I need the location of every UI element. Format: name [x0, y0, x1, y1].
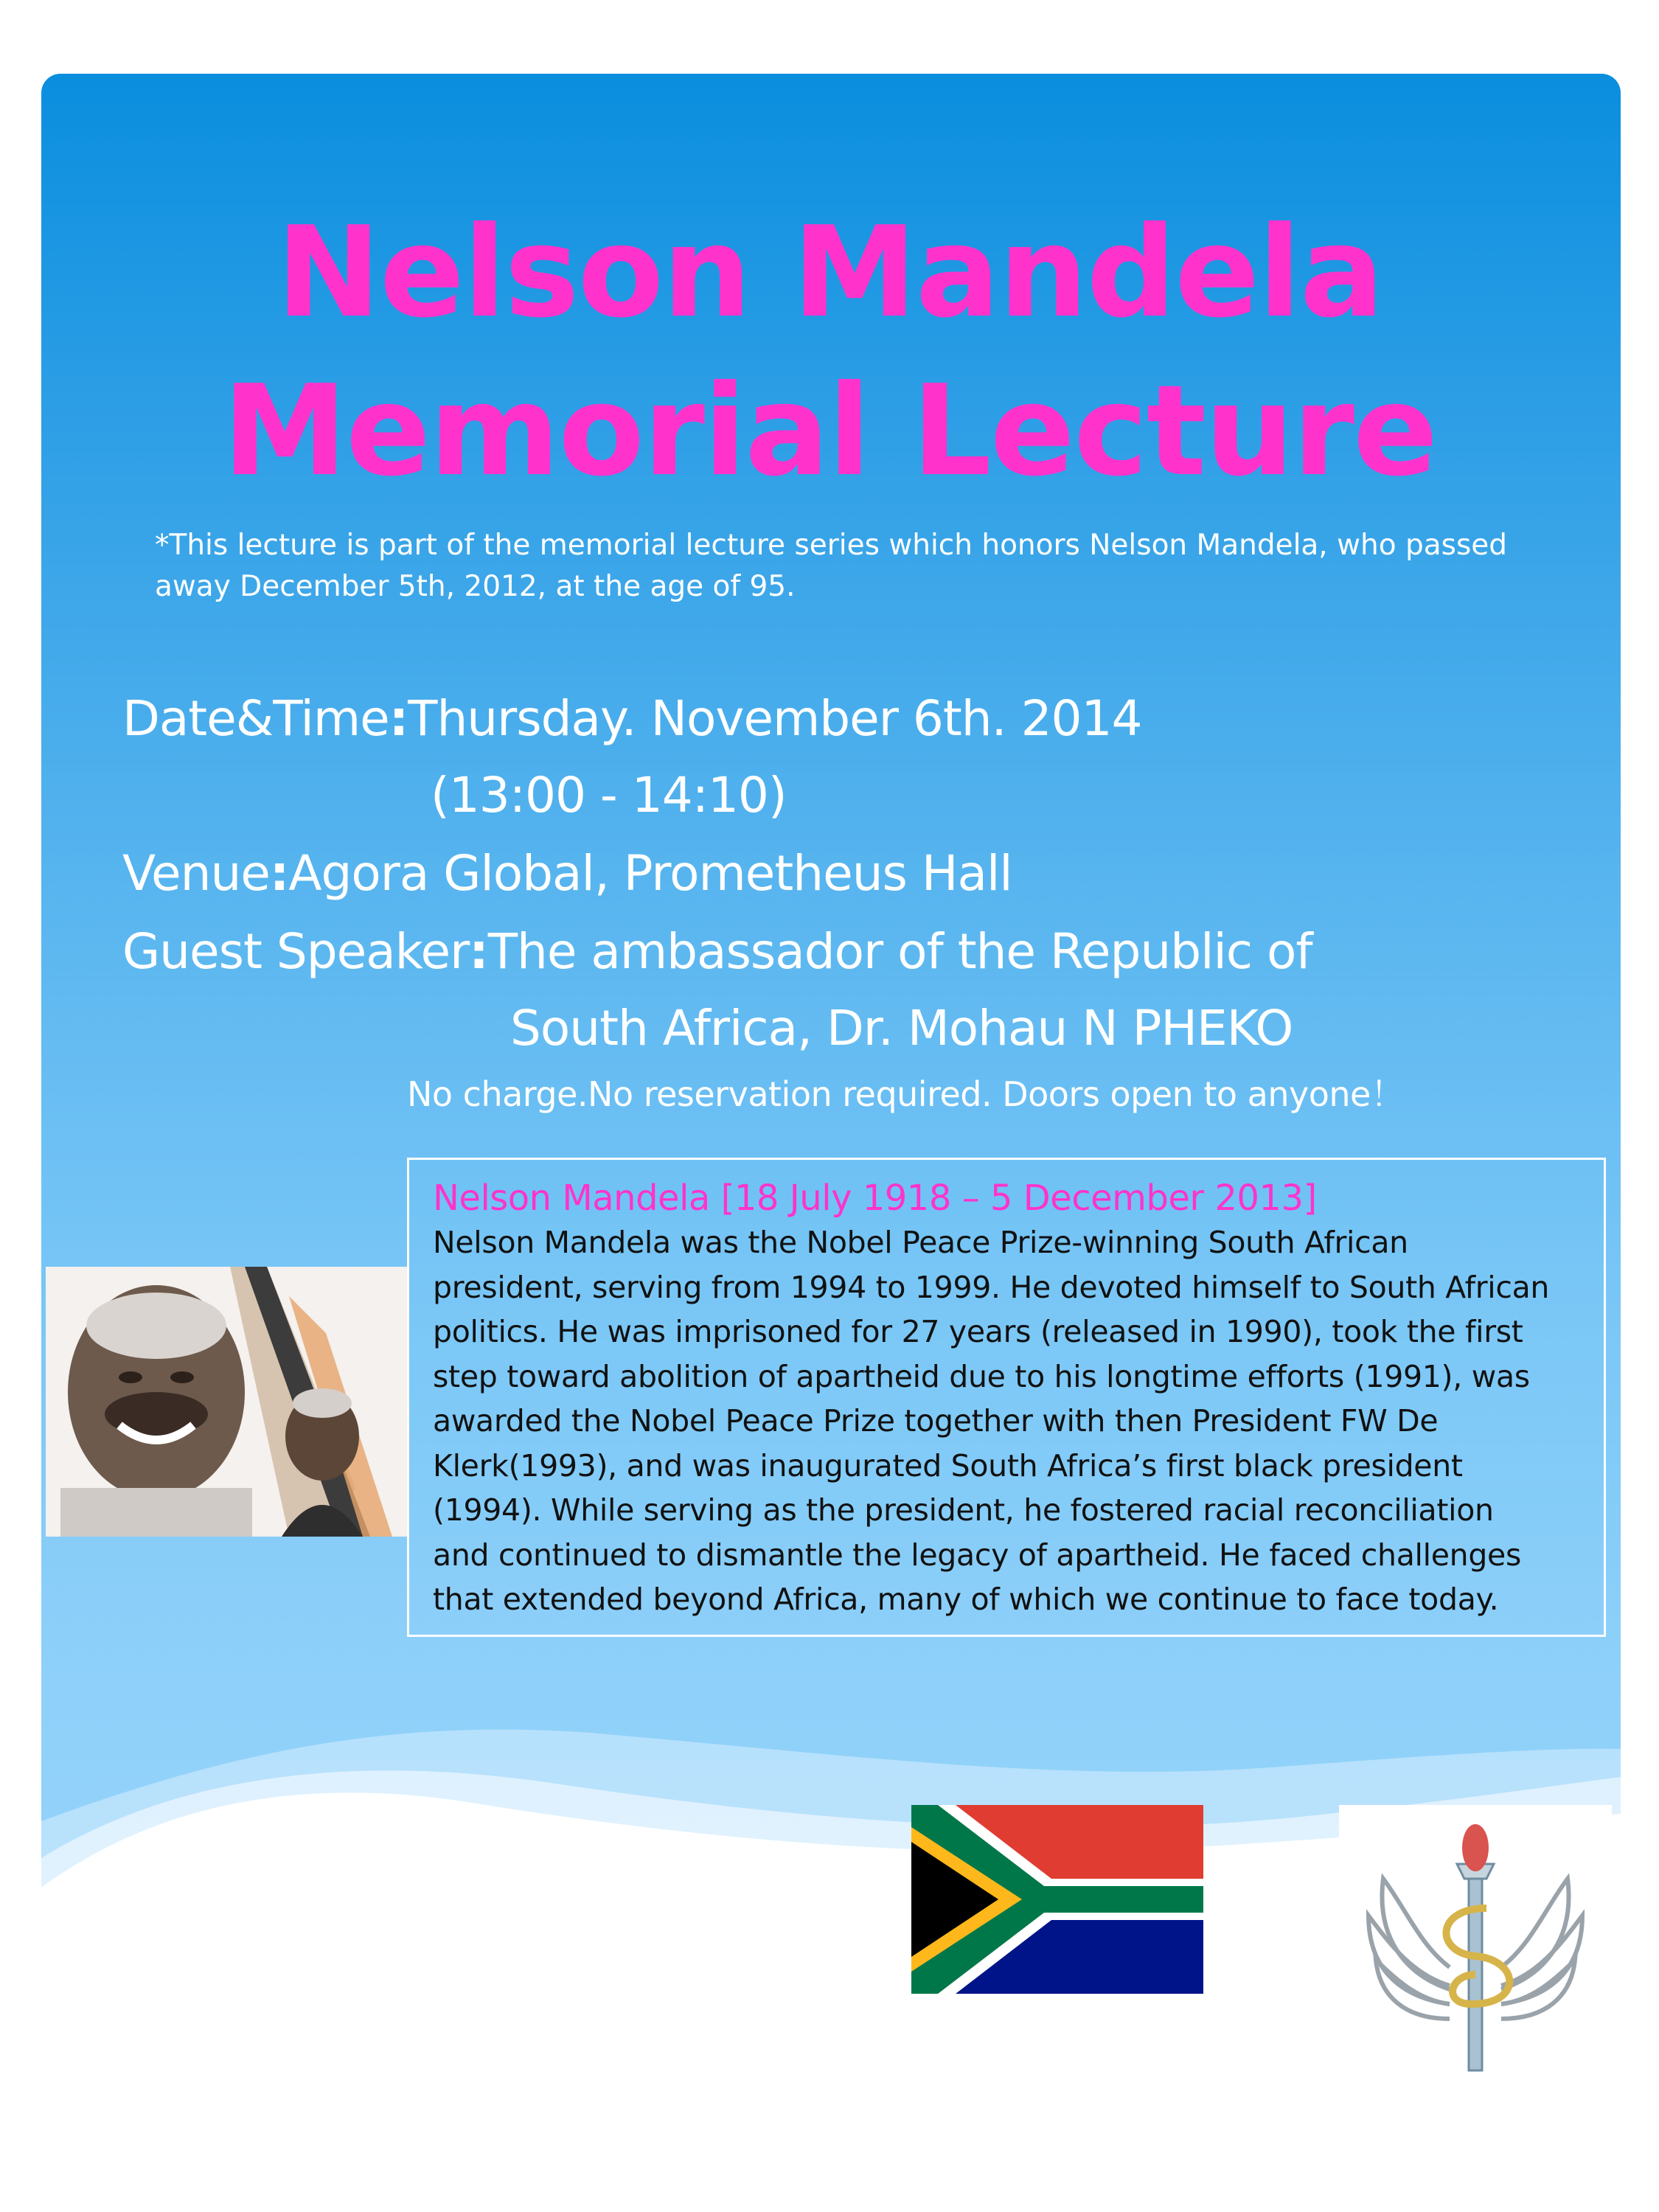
university-emblem [1339, 1805, 1612, 2100]
venue-label: Venue [122, 845, 270, 902]
speaker-label: Guest Speaker [122, 923, 470, 980]
bio-line: and continued to dismantle the legacy of apartheid. He faced challenges [433, 1537, 1522, 1573]
bio-line: president, serving from 1994 to 1999. He devoted himself to South African [433, 1269, 1550, 1305]
venue-row [122, 845, 1012, 902]
bio-line: politics. He was imprisoned for 27 years (released in 1990), took the first [433, 1314, 1523, 1349]
bio-text [433, 1220, 1583, 1622]
bio-line: that extended beyond Africa, many of which we continue to face today. [433, 1582, 1499, 1617]
venue-separator: : [269, 845, 289, 902]
bio-line: Klerk(1993), and was inaugurated South Africa’s first black president [433, 1447, 1463, 1484]
speaker-separator: : [469, 923, 488, 980]
title-line-1: Nelson Mandela [276, 200, 1383, 346]
date-row [122, 690, 1142, 747]
mandela-photo [46, 1267, 407, 1537]
title-line-2: Memorial Lecture [222, 358, 1437, 504]
series-note: *This lecture is part of the memorial lecture series which honors Nelson Mandela, who passed away December 5th, 2012, at the age of 95. [155, 529, 1508, 603]
date-separator: : [389, 690, 408, 747]
bio-line: Nelson Mandela was the Nobel Peace Prize-winning South African [433, 1225, 1408, 1260]
south-africa-flag [911, 1805, 1203, 1994]
speaker-value-line-2: South Africa, Dr. Mohau N PHEKO [510, 1000, 1293, 1057]
time-value: (13:00 - 14:10) [431, 767, 787, 824]
bio-line: (1994). While serving as the president, he fostered racial reconciliation [433, 1492, 1494, 1528]
bio-heading: Nelson Mandela [18 July 1918 – 5 December 2013] [433, 1178, 1317, 1219]
speaker-row [122, 923, 1312, 980]
bio-line: awarded the Nobel Peace Prize together with then President FW De [433, 1403, 1439, 1439]
admission-note: No charge.No reservation required. Doors open to anyone！ [407, 1074, 1405, 1114]
bio-box [407, 1158, 1606, 1637]
venue-value: Agora Global, Prometheus Hall [288, 845, 1012, 902]
speaker-value-line-1: The ambassador of the Republic of [487, 923, 1312, 980]
bio-line: step toward abolition of apartheid due to his longtime efforts (1991), was [433, 1358, 1530, 1394]
date-label: Date&Time [122, 690, 389, 747]
date-value: Thursday. November 6th. 2014 [408, 690, 1142, 747]
